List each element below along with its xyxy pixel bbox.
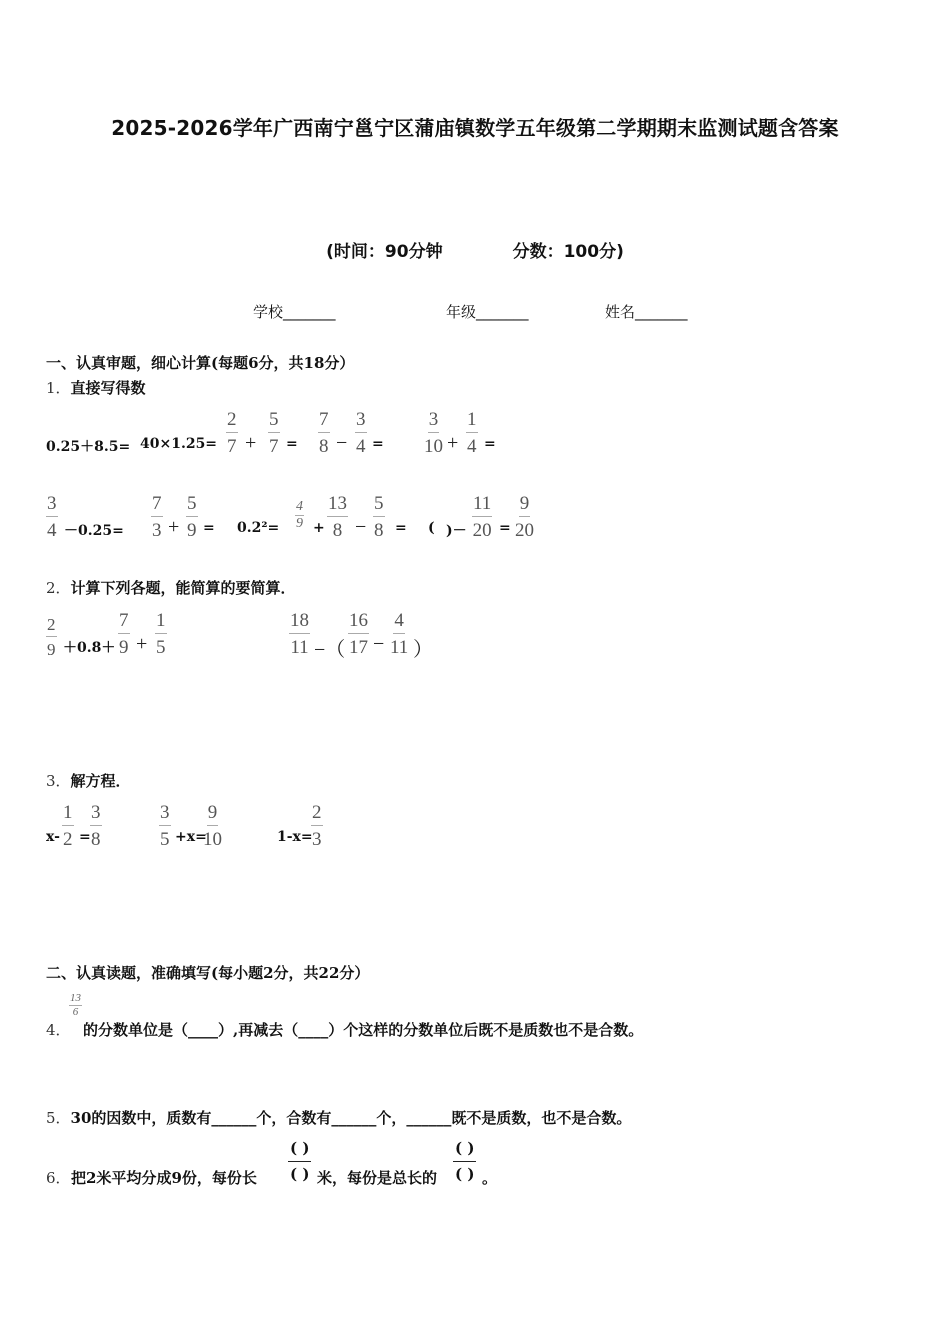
fraction: $\frac{3}{10}$	[424, 409, 443, 457]
q1-title	[46, 377, 146, 398]
close-paren-minus: )－	[446, 523, 467, 539]
q4-number: 4．	[46, 1021, 71, 1039]
fraction: $\frac{3}{5}$	[160, 802, 170, 850]
calc-item: ＋0.8＋	[63, 640, 116, 656]
plus-sign: +	[313, 520, 325, 536]
fraction: $\frac{16}{17}$	[349, 610, 368, 658]
fraction: $\frac{13}{8}$	[328, 493, 347, 541]
fraction: $\frac{4}{11}$	[390, 610, 409, 658]
exam-meta	[0, 237, 950, 262]
q6-text-b: 米，每份是总长的	[317, 1169, 438, 1187]
fraction: $\frac{9}{10}$	[203, 802, 222, 850]
minus-sign: −	[373, 633, 385, 655]
q1-number: 1．	[46, 379, 71, 397]
fraction: $\frac{2}{3}$	[312, 802, 322, 850]
minus-sign: −	[336, 432, 348, 454]
calc-item: 40×1.25=	[140, 436, 218, 452]
q3-text: 解方程．	[70, 772, 131, 790]
q1-text: 直接写得数	[70, 379, 146, 397]
plus-sign: +	[136, 633, 148, 655]
calc-item: 1-x=	[277, 829, 313, 845]
equals: =	[286, 436, 298, 452]
equals: =	[484, 436, 496, 452]
q5	[46, 1107, 631, 1128]
fraction: $\frac{1}{4}$	[467, 409, 477, 457]
fraction: $\frac{3}{8}$	[91, 802, 101, 850]
grade-field[interactable]: 年级_______	[446, 303, 529, 321]
q4-text: 的分数单位是（____）,再减去（____）个这样的分数单位后既不是质数也不是合数。	[83, 1021, 644, 1039]
q2-text: 计算下列各题，能简算的要简算．	[70, 579, 296, 597]
fraction: $\frac{3}{4}$	[47, 493, 57, 541]
q2-title	[46, 577, 296, 598]
minus-paren: −（	[314, 639, 346, 661]
answer-fraction-blank[interactable]: ( ) ( )	[290, 1139, 310, 1183]
page-title: 2025-2026学年广西南宁邕宁区蒲庙镇数学五年级第二学期期末监测试题含答案	[111, 116, 839, 140]
q5-text: 30的因数中，质数有______个，合数有______个，______既不是质数，也不是合数。	[70, 1109, 632, 1127]
calc-item: 0.25＋8.5=	[46, 439, 131, 455]
plus-sign: +	[447, 432, 459, 454]
school-field[interactable]: 学校_______	[253, 303, 336, 321]
fraction: $\frac{4}{9}$	[296, 499, 303, 531]
q3-title	[46, 770, 131, 791]
fraction: $\frac{1}{5}$	[156, 610, 166, 658]
section1-heading: 一、认真审题，细心计算(每题6分，共18分）	[46, 354, 355, 372]
fraction: $\frac{7}{3}$	[152, 493, 162, 541]
calc-item: －0.25=	[64, 523, 124, 539]
equals: =	[79, 829, 91, 845]
q6-text-a: 把2米平均分成9份，每份长	[71, 1169, 257, 1187]
fraction: $\frac{18}{11}$	[290, 610, 309, 658]
q3-number: 3．	[46, 772, 71, 790]
minus-sign: −	[355, 516, 367, 538]
equals: =	[203, 520, 215, 536]
exam-time: (时间：90分钟	[326, 242, 443, 262]
name-field[interactable]: 姓名_______	[605, 303, 688, 321]
fraction: $\frac{7}{9}$	[119, 610, 129, 658]
open-paren: (	[428, 520, 435, 536]
fraction: $\frac{5}{8}$	[374, 493, 384, 541]
fraction: $\frac{5}{7}$	[269, 409, 279, 457]
fraction: $\frac{1}{2}$	[63, 802, 73, 850]
calc-item: 0.2²=	[237, 520, 280, 536]
calc-item: x-	[46, 829, 60, 845]
equals: =	[372, 436, 384, 452]
q6-text-c: 。	[482, 1169, 498, 1187]
answer-fraction-blank[interactable]: ( ) ( )	[455, 1139, 475, 1183]
fraction: $\frac{3}{4}$	[356, 409, 366, 457]
equals: =	[499, 520, 511, 536]
equals: =	[395, 520, 407, 536]
q6-number: 6．	[46, 1169, 71, 1187]
fraction: $\frac{7}{8}$	[319, 409, 329, 457]
plus-sign: +	[245, 432, 257, 454]
q2-number: 2．	[46, 579, 71, 597]
close-paren: ）	[413, 639, 433, 661]
fraction: $\frac{2}{7}$	[227, 409, 237, 457]
calc-item: +x=	[175, 829, 207, 845]
exam-score: 分数：100分)	[512, 242, 624, 262]
fraction: $\frac{5}{9}$	[187, 493, 197, 541]
fraction: $\frac{2}{9}$	[47, 615, 56, 659]
section2-heading: 二、认真读题，准确填写(每小题2分，共22分）	[46, 964, 370, 982]
fraction: $\frac{11}{20}$	[472, 493, 492, 541]
q5-number: 5．	[46, 1109, 71, 1127]
fraction: $\frac{9}{20}$	[515, 493, 534, 541]
plus-sign: +	[168, 516, 180, 538]
fraction: $\frac{13}{6}$	[70, 992, 81, 1018]
